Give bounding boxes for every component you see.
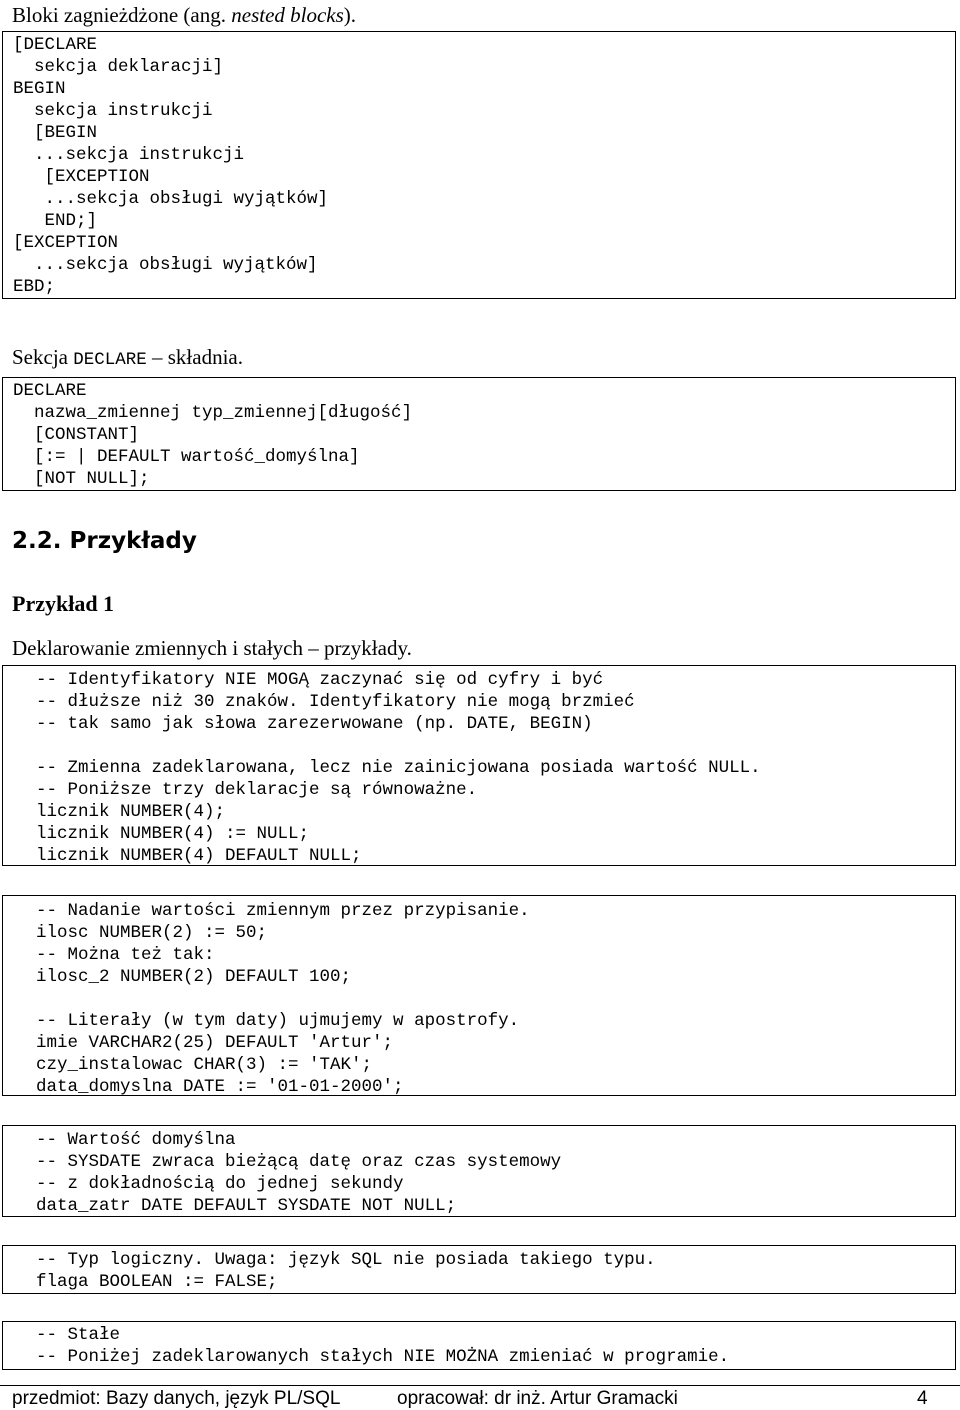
code-line — [15, 735, 943, 757]
code-line: DECLARE — [13, 381, 87, 401]
code-line: END;] — [13, 211, 98, 231]
code-line: [BEGIN — [13, 123, 98, 143]
footer-page-number: 4 — [917, 1388, 928, 1409]
code-line: ...sekcja obsługi wyjątków] — [13, 189, 329, 209]
code-line: imie VARCHAR2(25) DEFAULT 'Artur'; — [15, 1033, 394, 1053]
code-line: -- Stałe — [15, 1325, 121, 1345]
code-line: BEGIN — [13, 79, 66, 99]
code-line: -- dłuższe niż 30 znaków. Identyfikatory nie mogą brzmieć — [15, 692, 635, 712]
declare-syntax-code — [2, 377, 956, 491]
code-line: ilosc_2 NUMBER(2) DEFAULT 100; — [15, 967, 352, 987]
code-line: [EXCEPTION — [13, 167, 150, 187]
example-title: Przykład 1 — [12, 591, 115, 616]
code-line: czy_instalowac CHAR(3) := 'TAK'; — [15, 1055, 373, 1075]
code-line: [CONSTANT] — [13, 425, 140, 445]
code-line: ...sekcja instrukcji — [13, 145, 245, 165]
code-line: -- Literały (w tym daty) ujmujemy w apostrofy. — [15, 1011, 520, 1031]
code-line: data_zatr DATE DEFAULT SYSDATE NOT NULL; — [15, 1196, 457, 1216]
footer-author: opracował: dr inż. Artur Gramacki — [397, 1388, 678, 1409]
code-line: -- Identyfikatory NIE MOGĄ zaczynać się od cyfry i być — [15, 670, 604, 690]
code-line: licznik NUMBER(4) DEFAULT NULL; — [15, 846, 362, 866]
code-line: -- tak samo jak słowa zarezerwowane (np. DATE, BEGIN) — [15, 714, 593, 734]
code-line: licznik NUMBER(4); — [15, 802, 226, 822]
code-line: [NOT NULL]; — [13, 469, 150, 489]
code-line: -- Typ logiczny. Uwaga: język SQL nie posiada takiego typu. — [15, 1250, 656, 1270]
code-line: EBD; — [13, 277, 56, 297]
code-line: -- Poniższe trzy deklaracje są równoważne. — [15, 780, 478, 800]
code-line: [EXCEPTION — [13, 233, 119, 253]
code-line: licznik NUMBER(4) := NULL; — [15, 824, 310, 844]
code-line: -- Można też tak: — [15, 945, 215, 965]
identifiers-code — [2, 665, 956, 866]
code-line — [15, 988, 943, 1010]
default-value-code — [2, 1125, 956, 1217]
code-line: -- SYSDATE zwraca bieżącą datę oraz czas systemowy — [15, 1152, 562, 1172]
section-title: 2.2. Przykłady — [12, 528, 197, 554]
boolean-code — [2, 1245, 956, 1294]
code-line: ...sekcja obsługi wyjątków] — [13, 255, 318, 275]
code-line: [DECLARE — [13, 35, 98, 55]
assignment-code — [2, 895, 956, 1096]
code-line: sekcja instrukcji — [13, 101, 213, 121]
constants-code — [2, 1321, 956, 1370]
code-line: -- z dokładnością do jednej sekundy — [15, 1174, 404, 1194]
declare-syntax-heading: Sekcja DECLARE – składnia. — [12, 345, 243, 370]
nested-blocks-code — [2, 31, 956, 299]
nested-blocks-heading: Bloki zagnieżdżone (ang. nested blocks). — [12, 3, 357, 27]
code-line: sekcja deklaracji] — [13, 57, 224, 77]
footer-divider — [0, 1385, 960, 1386]
example-description: Deklarowanie zmiennych i stałych – przykłady. — [12, 636, 412, 660]
code-line: ilosc NUMBER(2) := 50; — [15, 923, 268, 943]
footer-subject: przedmiot: Bazy danych, język PL/SQL — [12, 1388, 341, 1409]
code-line: data_domyslna DATE := '01-01-2000'; — [15, 1077, 404, 1097]
code-line: nazwa_zmiennej typ_zmiennej[długość] — [13, 403, 413, 423]
code-line: -- Nadanie wartości zmiennym przez przypisanie. — [15, 901, 530, 921]
code-line: -- Wartość domyślna — [15, 1130, 236, 1150]
code-line: [:= | DEFAULT wartość_domyślna] — [13, 447, 360, 467]
code-line: -- Poniżej zadeklarowanych stałych NIE MOŻNA zmieniać w programie. — [15, 1347, 730, 1367]
code-line: flaga BOOLEAN := FALSE; — [15, 1272, 278, 1292]
code-line: -- Zmienna zadeklarowana, lecz nie zainicjowana posiada wartość NULL. — [15, 758, 761, 778]
